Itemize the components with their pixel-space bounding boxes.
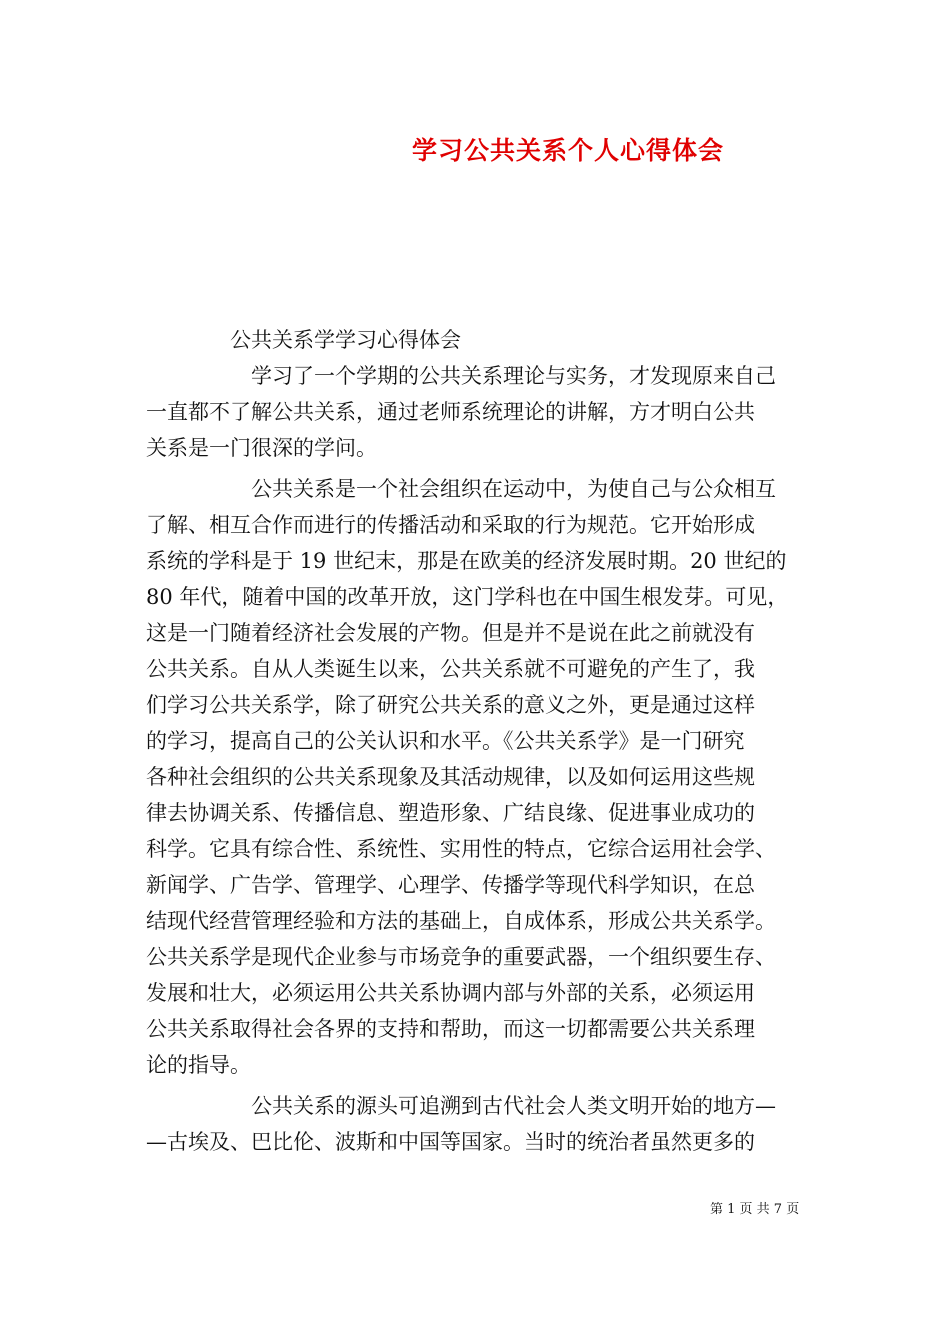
- document-title: 学习公共关系个人心得体会: [412, 136, 725, 165]
- text-line: 公共关系是一个社会组织在运动中，为使自己与公众相互: [146, 477, 776, 501]
- text-line: 发展和壮大，必须运用公共关系协调内部与外部的关系，必须运用: [146, 981, 755, 1005]
- paragraph: [146, 1088, 818, 1160]
- paragraph: [146, 471, 818, 1083]
- text-line: 结现代经营管理经验和方法的基础上，自成体系，形成公共关系学。: [146, 909, 776, 933]
- text-line: 各种社会组织的公共关系现象及其活动规律，以及如何运用这些规: [146, 765, 755, 789]
- text-line: 一直都不了解公共关系，通过老师系统理论的讲解，方才明白公共: [146, 400, 755, 424]
- text-line: 公共关系学是现代企业参与市场竞争的重要武器，一个组织要生存、: [146, 945, 776, 969]
- paragraph: [146, 322, 818, 358]
- text-line: 了解、相互合作而进行的传播活动和采取的行为规范。它开始形成: [146, 513, 755, 537]
- document-body: [146, 322, 818, 1160]
- page-footer: 第 1 页 共 7 页: [710, 1202, 800, 1217]
- text-line: 这是一门随着经济社会发展的产物。但是并不是说在此之前就没有: [146, 621, 755, 645]
- text-line: 论的指导。: [146, 1053, 251, 1077]
- text-line: 学习了一个学期的公共关系理论与实务，才发现原来自己: [146, 364, 776, 388]
- paragraph: [146, 358, 818, 466]
- text-line: 公共关系的源头可追溯到古代社会人类文明开始的地方—: [146, 1094, 776, 1118]
- text-line: 公共关系取得社会各界的支持和帮助，而这一切都需要公共关系理: [146, 1017, 755, 1041]
- text-line: 公共关系。自从人类诞生以来，公共关系就不可避免的产生了，我: [146, 657, 755, 681]
- text-line: 的学习，提高自己的公关认识和水平。《公共关系学》是一门研究: [146, 729, 745, 753]
- text-line: 科学。它具有综合性、系统性、实用性的特点，它综合运用社会学、: [146, 837, 776, 861]
- text-line: 律去协调关系、传播信息、塑造形象、广结良缘、促进事业成功的: [146, 801, 755, 825]
- text-line: 公共关系学学习心得体会: [146, 328, 461, 352]
- text-line: —古埃及、巴比伦、波斯和中国等国家。当时的统治者虽然更多的: [146, 1130, 755, 1154]
- text-line: 关系是一门很深的学问。: [146, 436, 377, 460]
- text-line: 新闻学、广告学、管理学、心理学、传播学等现代科学知识，在总: [146, 873, 755, 897]
- text-line: 80 年代，随着中国的改革开放，这门学科也在中国生根发芽。可见，: [146, 585, 789, 609]
- text-line: 系统的学科是于 19 世纪末，那是在欧美的经济发展时期。20 世纪的: [146, 549, 787, 573]
- text-line: 们学习公共关系学，除了研究公共关系的意义之外，更是通过这样: [146, 693, 755, 717]
